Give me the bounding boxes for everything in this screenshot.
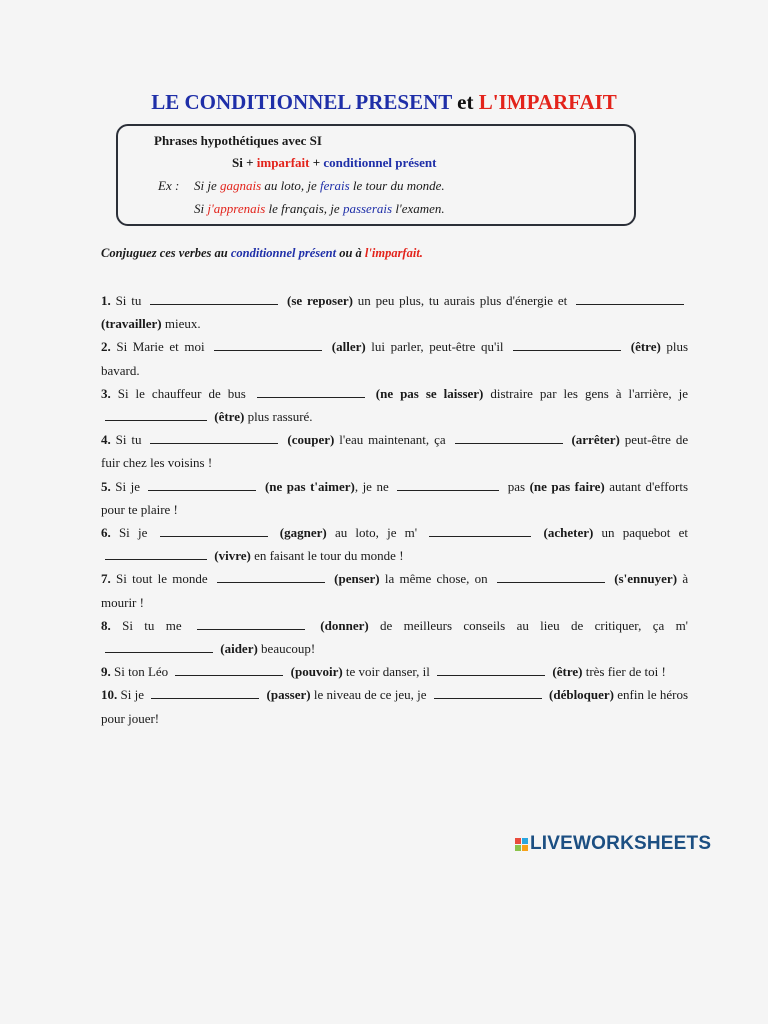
exercise-item-8 [101, 614, 688, 660]
instruction-imparfait: l'imparfait [364, 246, 420, 260]
answer-blank[interactable] [257, 386, 365, 398]
verb-hint: (gagner) [279, 525, 327, 541]
formula-conditionnel: conditionnel présent [323, 155, 437, 170]
item-text: Si je [120, 687, 144, 703]
example-imparfait-verb: gagnais [220, 178, 262, 193]
exercise-item-2 [101, 335, 688, 381]
verb-hint: (s'ennuyer) [614, 571, 678, 587]
item-text: au loto, je m' [334, 525, 418, 541]
verb-hint: (aider) [220, 641, 258, 657]
example-conditionnel-verb: passerais [342, 201, 393, 216]
item-text: Si tu [115, 432, 142, 448]
item-number: 3. [101, 385, 111, 401]
item-text: Si je [115, 478, 140, 494]
item-text: plus bavard. [101, 339, 689, 378]
example-text: le français, je [268, 201, 340, 216]
item-text: lui parler, peut-être qu'il [371, 339, 504, 355]
verb-hint: (ne pas t'aimer) [264, 478, 355, 494]
verb-hint: (penser) [334, 571, 380, 587]
exercise-instruction [101, 246, 423, 261]
verb-hint: (vivre) [214, 548, 251, 564]
item-text: distraire par les gens à l'arrière, je [490, 385, 688, 401]
answer-blank[interactable] [576, 293, 684, 305]
verb-hint: (passer) [266, 687, 311, 703]
item-number: 4. [101, 432, 111, 448]
item-text: l'eau maintenant, ça [339, 432, 446, 448]
item-text: te voir danser, il [345, 664, 430, 680]
title-imparfait: L'IMPARFAIT [478, 90, 617, 114]
answer-blank[interactable] [217, 571, 325, 583]
page-title [0, 90, 768, 115]
item-text: beaucoup! [261, 641, 316, 657]
item-text: pas [507, 478, 526, 494]
exercise-list [101, 289, 688, 730]
answer-blank[interactable] [434, 687, 542, 699]
exercise-item-1 [101, 289, 688, 335]
item-text: Si tu me [122, 617, 182, 633]
exercise-item-10 [101, 683, 688, 729]
exercise-item-7 [101, 567, 688, 613]
answer-blank[interactable] [437, 664, 545, 676]
answer-blank[interactable] [150, 293, 278, 305]
verb-hint: (se reposer) [287, 293, 353, 308]
formula-imparfait: imparfait [256, 155, 310, 170]
item-number: 5. [101, 478, 111, 494]
verb-hint: (aller) [331, 339, 366, 355]
instruction-period: . [419, 246, 423, 260]
verb-hint: (arrêter) [571, 432, 620, 448]
item-number: 6. [101, 525, 111, 541]
item-text: le niveau de ce jeu, je [313, 687, 427, 703]
rule-heading: Phrases hypothétiques avec SI [154, 133, 322, 148]
exercise-item-6 [101, 521, 688, 567]
example-text: l'examen. [395, 201, 445, 216]
answer-blank[interactable] [105, 409, 207, 421]
item-number: 9. [101, 664, 111, 680]
example-sentence [194, 178, 445, 194]
item-text: plus rassuré. [247, 409, 313, 425]
answer-blank[interactable] [175, 664, 283, 676]
instruction-text: Conjuguez ces verbes au [101, 246, 228, 260]
logo-square-orange [522, 845, 528, 851]
verb-hint: (acheter) [543, 525, 594, 541]
answer-blank[interactable] [148, 479, 256, 491]
answer-blank[interactable] [497, 571, 605, 583]
answer-blank[interactable] [105, 641, 213, 653]
item-text: enfin le héros pour jouer! [101, 687, 689, 726]
item-text: Si ton Léo [114, 664, 169, 680]
example-label: Ex : [158, 178, 180, 193]
item-text: mieux. [164, 316, 201, 332]
item-text: , je ne [354, 478, 389, 494]
formula-plus: + [312, 155, 321, 170]
logo-text: LIVEWORKSHEETS [530, 833, 712, 854]
item-number: 8. [101, 617, 111, 633]
item-text: un peu plus, tu aurais plus d'énergie et [357, 293, 568, 308]
logo-square-green [515, 845, 521, 851]
item-number: 7. [101, 571, 111, 587]
example-text: Si je [194, 178, 217, 193]
verb-hint: (ne pas se laisser) [375, 385, 484, 401]
answer-blank[interactable] [150, 432, 278, 444]
verb-hint: (être) [630, 339, 661, 355]
item-text: Si tu [115, 293, 142, 308]
item-text: la même chose, on [384, 571, 488, 587]
verb-hint: (donner) [320, 617, 369, 633]
item-text: autant d'efforts pour te plaire ! [101, 478, 689, 517]
example-text: au loto, je [264, 178, 317, 193]
logo-square-red [515, 838, 521, 844]
example-conditionnel-verb: ferais [320, 178, 350, 193]
grammar-rule-box [116, 124, 636, 226]
item-text: Si Marie et moi [116, 339, 205, 355]
answer-blank[interactable] [429, 525, 531, 537]
liveworksheets-logo [515, 833, 711, 855]
item-text: de meilleurs conseils au lieu de critiquer, ça m' [380, 617, 689, 633]
example-imparfait-verb: j'apprenais [207, 201, 266, 216]
answer-blank[interactable] [214, 339, 322, 351]
verb-hint: (débloquer) [549, 687, 615, 703]
answer-blank[interactable] [197, 618, 305, 630]
verb-hint: (couper) [287, 432, 335, 448]
item-number: 2. [101, 339, 111, 355]
answer-blank[interactable] [160, 525, 268, 537]
instruction-text: ou à [339, 246, 362, 260]
item-text: Si je [118, 525, 148, 541]
item-text: à mourir ! [101, 571, 689, 610]
item-text: en faisant le tour du monde ! [254, 548, 404, 564]
answer-blank[interactable] [105, 548, 207, 560]
exercise-item-5 [101, 475, 688, 521]
exercise-item-4 [101, 428, 688, 474]
answer-blank[interactable] [455, 432, 563, 444]
verb-hint: (ne pas faire) [529, 478, 605, 494]
formula-plus: + [246, 155, 254, 170]
example-text: Si [194, 201, 205, 216]
answer-blank[interactable] [151, 687, 259, 699]
verb-hint: (être) [552, 664, 583, 680]
item-text: peut-être de fuir chez les voisins ! [101, 432, 689, 471]
answer-blank[interactable] [513, 339, 621, 351]
verb-hint: (travailler) [101, 316, 162, 332]
formula-si: Si [232, 155, 243, 170]
item-number: 10. [101, 687, 118, 703]
example-sentence [194, 201, 445, 217]
rule-formula [232, 155, 436, 171]
title-et: et [457, 90, 474, 114]
item-text: très fier de toi ! [585, 664, 666, 680]
example-text: le tour du monde. [352, 178, 445, 193]
verb-hint: (être) [214, 409, 245, 425]
verb-hint: (pouvoir) [290, 664, 343, 680]
item-number: 1. [101, 293, 111, 308]
exercise-item-9 [101, 660, 688, 683]
instruction-conditionnel: conditionnel présent [230, 246, 337, 260]
item-text: un paquebot et [601, 525, 688, 541]
logo-square-blue [522, 838, 528, 844]
answer-blank[interactable] [397, 479, 499, 491]
item-text: Si tout le monde [116, 571, 208, 587]
title-conditionnel: LE CONDITIONNEL PRESENT [151, 90, 452, 114]
item-text: Si le chauffeur de bus [117, 385, 246, 401]
liveworksheets-logo-icon [515, 838, 528, 851]
exercise-item-3 [101, 382, 688, 428]
